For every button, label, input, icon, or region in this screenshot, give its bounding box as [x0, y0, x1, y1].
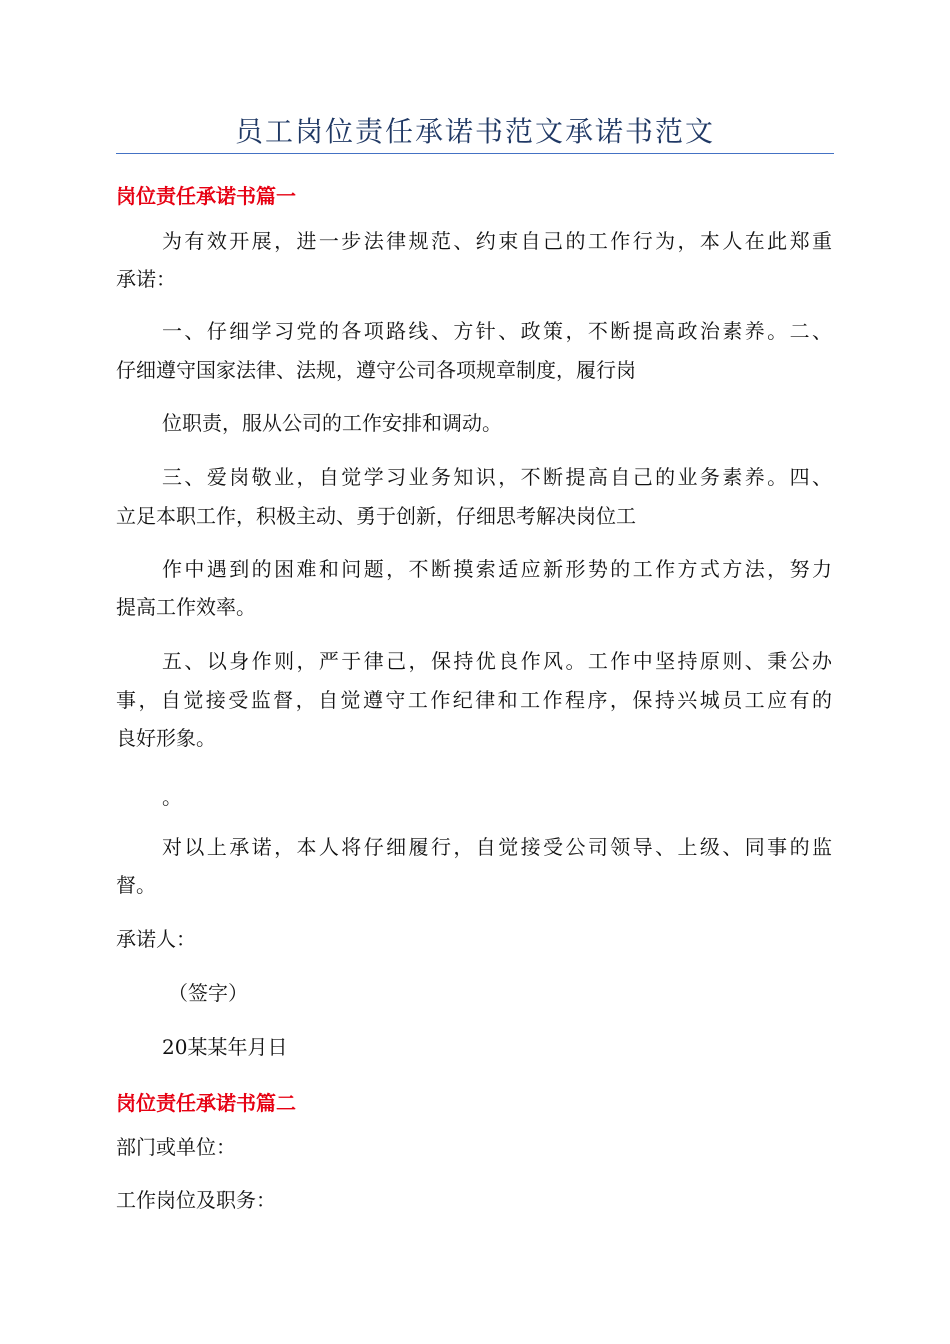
title-underline	[116, 153, 834, 154]
section-heading-2: 岗位责任承诺书篇二	[116, 1091, 296, 1115]
paragraph-line: 事，自觉接受监督，自觉遵守工作纪律和工作程序，保持兴城员工应有的	[116, 688, 832, 712]
paragraph-line: 对以上承诺，本人将仔细履行，自觉接受公司领导、上级、同事的监	[162, 835, 832, 859]
paragraph-line: 作中遇到的困难和问题，不断摸索适应新形势的工作方式方法，努力	[162, 557, 832, 581]
paragraph-line: 一、仔细学习党的各项路线、方针、政策，不断提高政治素养。二、	[162, 319, 832, 343]
section-heading-1: 岗位责任承诺书篇一	[116, 184, 296, 208]
signatory-label: 承诺人：	[116, 927, 196, 951]
paragraph-line: 为有效开展，进一步法律规范、约束自己的工作行为，本人在此郑重	[162, 229, 832, 253]
paragraph-line: 立足本职工作，积极主动、勇于创新，仔细思考解决岗位工	[116, 504, 636, 528]
paragraph-line: 位职责，服从公司的工作安排和调动。	[162, 411, 502, 435]
date-line: 20某某年月日	[162, 1035, 288, 1059]
position-label: 工作岗位及职务：	[116, 1188, 276, 1212]
department-label: 部门或单位：	[116, 1135, 236, 1159]
document-title: 员工岗位责任承诺书范文承诺书范文	[234, 115, 715, 148]
paragraph-line: 提高工作效率。	[116, 595, 256, 619]
signature-placeholder: （签字）	[168, 981, 248, 1005]
paragraph-line: 督。	[116, 873, 156, 897]
paragraph-line: 仔细遵守国家法律、法规，遵守公司各项规章制度，履行岗	[116, 358, 636, 382]
paragraph-line: 。	[162, 785, 182, 809]
paragraph-line: 承诺：	[116, 267, 176, 291]
paragraph-line: 良好形象。	[116, 726, 216, 750]
paragraph-line: 三、爱岗敬业，自觉学习业务知识，不断提高自己的业务素养。四、	[162, 465, 832, 489]
paragraph-line: 五、以身作则，严于律己，保持优良作风。工作中坚持原则、秉公办	[162, 649, 832, 673]
